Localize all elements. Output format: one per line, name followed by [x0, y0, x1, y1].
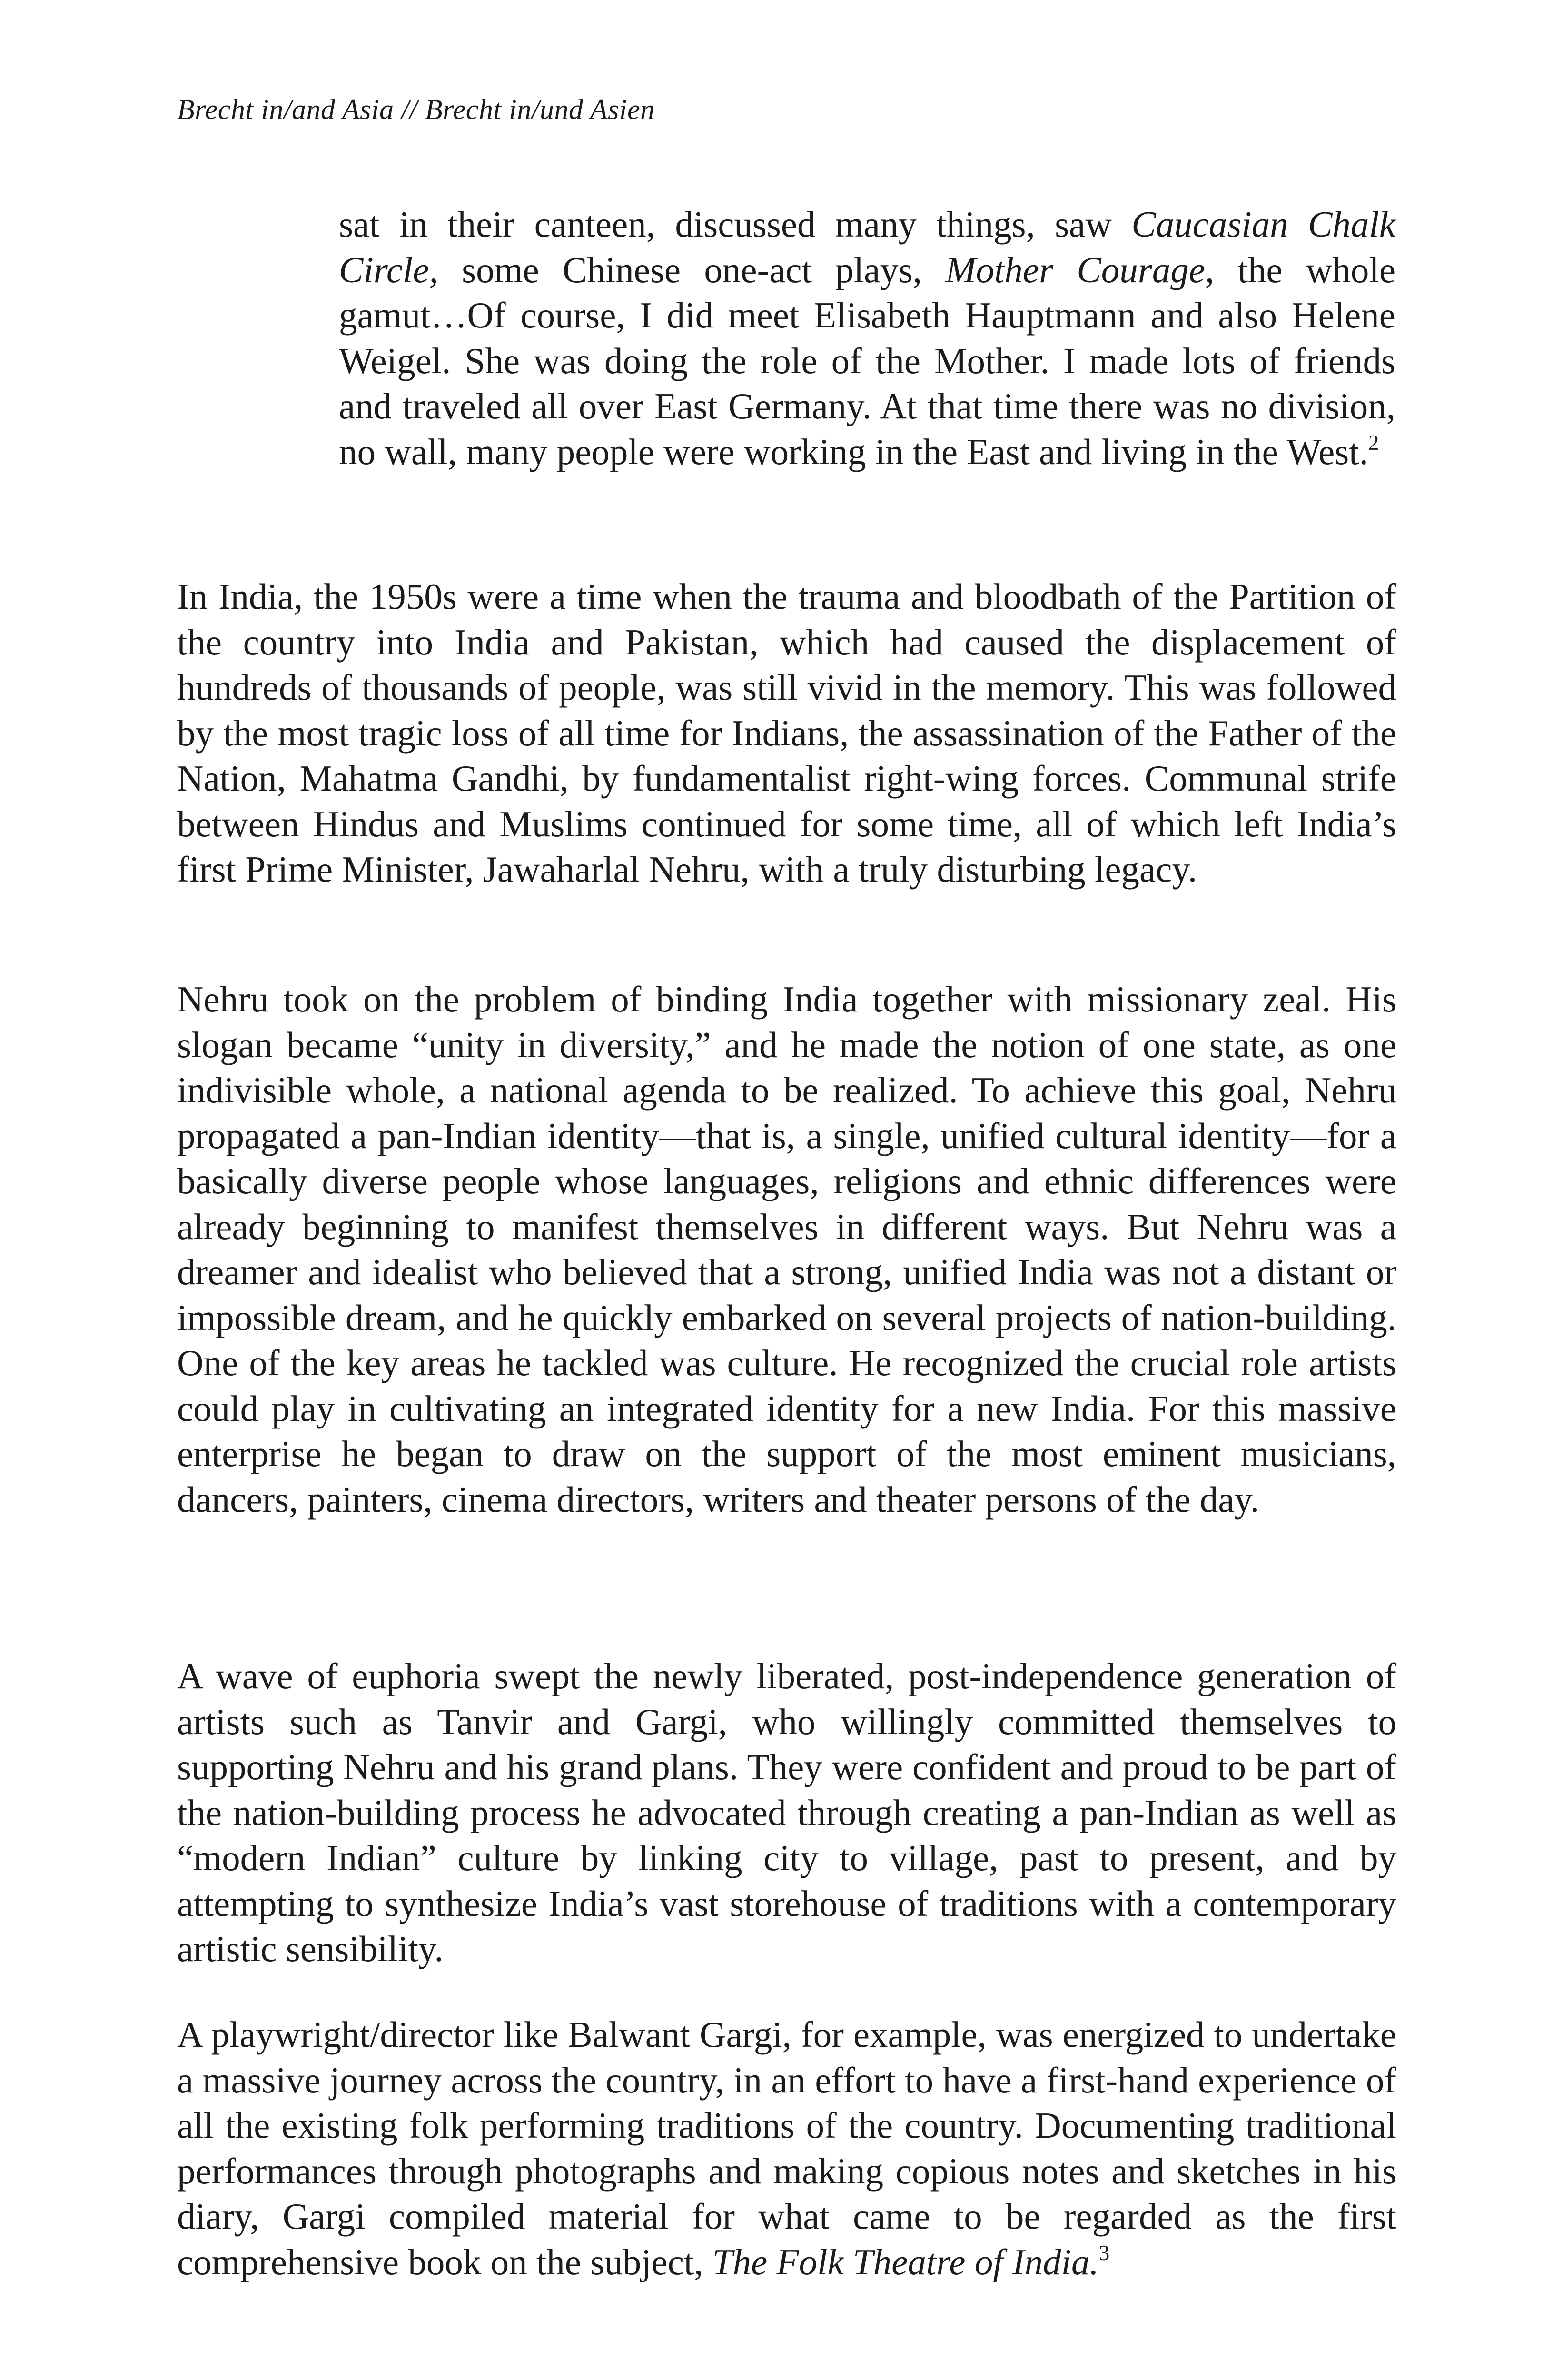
- quote-text-3: the whole gamut…Of course, I did meet Elisabeth Hauptmann and also Helene Weigel. She was doing the role of the Mother. I made lots of friends and traveled all over East Germany. At that time there was no division, no wall, many people were working in the East and living in the West.: [339, 249, 1395, 472]
- book-title-folk-theatre: The Folk Theatre of India.: [712, 2241, 1099, 2282]
- quote-text-2: some Chinese one-act plays,: [438, 249, 946, 290]
- paragraph-partition: In India, the 1950s were a time when the trauma and bloodbath of the Partition of the country into India and Pakistan, which had caused the displacement of hundreds of thousands of people, was still vivid in the memory. This was followed by the most tragic loss of all time for Indians, the assassination of the Father of the Nation, Mahatma Gandhi, by fundamentalist right-wing forces. Communal strife between Hindus and Muslims continued for some time, all of which left India’s first Prime Minister, Jawaharlal Nehru, with a truly disturbing legacy.: [177, 576, 1396, 890]
- paragraph-euphoria: A wave of euphoria swept the newly liberated, post-independence generation of artists such as Tanvir and Gargi, who willingly committed themselves to supporting Nehru and his grand plans. They were confident and proud to be part of the nation-building process he advocated through creating a pan-Indian as well as “modern Indian” culture by linking city to village, past to present, and by attempting to synthesize India’s vast storehouse of traditions with a contemporary artistic sensibility.: [177, 1656, 1396, 1969]
- footnote-marker-2: 2: [1368, 430, 1379, 455]
- paragraph-nehru: Nehru took on the problem of binding India together with missionary zeal. His slogan became “unity in diversity,” and he made the notion of one state, as one indivisible whole, a national agenda to be realized. To achieve this goal, Nehru propagated a pan-Indian identity—that is, a single, unified cultural identity—for a basically diverse people whose languages, religions and ethnic differences were already beginning to manifest themselves in different ways. But Nehru was a dreamer and idealist who believed that a strong, unified India was not a distant or impossible dream, and he quickly embarked on several projects of nation-building. One of the key areas he tackled was culture. He recognized the crucial role artists could play in cultivating an integrated identity for a new India. For this massive enterprise he began to draw on the support of the most eminent musicians, dancers, painters, cinema directors, writers and theater persons of the day.: [177, 979, 1396, 1520]
- paragraph-gargi: [177, 2012, 1396, 2285]
- quote-title-mother-courage: Mother Courage,: [945, 249, 1215, 290]
- quote-text-1: sat in their canteen, discussed many things, saw: [339, 204, 1132, 245]
- running-head: Brecht in/and Asia // Brecht in/und Asien: [177, 94, 655, 125]
- block-quote: [339, 202, 1395, 475]
- quote-title-caucasian-chalk-circle: Caucasian Chalk Circle,: [339, 204, 1396, 290]
- paragraph-gargi-text: A playwright/director like Balwant Gargi, for example, was energized to undertake a massive journey across the country, in an effort to have a first-hand experience of all the existing folk performing traditions of the country. Documenting traditional performances through photographs and making copious notes and sketches in his diary, Gargi compiled material for what came to be regarded as the first comprehensive book on the subject,: [177, 2014, 1396, 2282]
- footnote-marker-3: 3: [1098, 2241, 1110, 2265]
